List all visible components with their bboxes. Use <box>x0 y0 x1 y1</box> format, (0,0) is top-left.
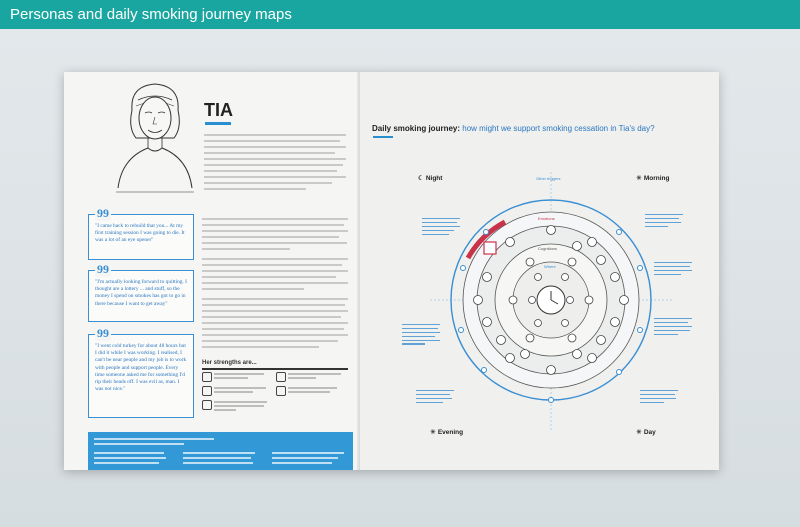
phase-evening-label: ☀ Evening <box>430 429 464 436</box>
journey-title: Daily smoking journey: how might we support smoking cessation in Tia's day? <box>372 124 655 133</box>
strength-icon <box>202 400 212 410</box>
persona-story <box>202 218 348 352</box>
ring-label-outer: Other triggers <box>536 176 561 181</box>
strengths-section <box>202 360 348 420</box>
page-title: Personas and daily smoking journey maps <box>10 6 292 23</box>
journey-page <box>360 72 719 470</box>
strength-item <box>276 372 344 386</box>
journey-note <box>640 390 678 406</box>
quote-icon: 99 <box>97 262 109 276</box>
moon-icon: ☾ <box>418 175 424 182</box>
journey-note <box>416 390 454 406</box>
booklet-spread <box>64 72 719 470</box>
persona-name: TIA <box>204 100 233 120</box>
ring-label-inner: Cognitions <box>538 246 557 251</box>
quote-text: "I went cold turkey for about 48 hours but I did it while I was working. I realised, I can't be near people and my job is to work with people and support people. Every time someone asked me for something I'd rip their heads off. I was evil as, man. I was not nice." <box>95 343 187 393</box>
phase-day-label: ☀ Day <box>636 429 656 436</box>
journey-note <box>422 218 460 237</box>
footer-callout <box>88 432 353 470</box>
quote-card <box>88 206 194 260</box>
persona-bio <box>204 134 346 194</box>
quote-text: "I'm actually looking forward to quitting. I thought are a lottery ... and stuff, so the money I spend on smokes has got to go in there because I want to get away" <box>95 279 187 307</box>
persona-portrait <box>112 80 198 196</box>
sun-icon: ☀ <box>636 429 642 436</box>
ring-label-middle: Emotions <box>538 216 555 221</box>
sunrise-icon: ☀ <box>636 175 642 182</box>
strength-icon <box>276 372 286 382</box>
quote-icon: 99 <box>97 326 109 340</box>
strengths-heading: Her strengths are... <box>202 360 257 366</box>
strength-item <box>202 386 270 400</box>
persona-page <box>64 72 359 470</box>
journey-note <box>402 324 440 347</box>
journey-note <box>654 318 692 337</box>
quote-icon: 99 <box>97 206 109 220</box>
strength-item <box>276 386 344 400</box>
journey-note <box>645 214 683 230</box>
ring-label-core: Where <box>544 264 556 269</box>
quote-text: "I came back to rebuild that you... At my first training session I was going to die. It was a lot of an eye opener" <box>95 223 185 244</box>
strength-item <box>202 372 270 386</box>
name-underline <box>205 122 231 125</box>
quote-card <box>88 262 194 322</box>
quote-card <box>88 326 194 418</box>
strength-icon <box>202 372 212 382</box>
strength-item <box>202 400 270 414</box>
strength-icon <box>276 386 286 396</box>
header-bar <box>0 0 800 29</box>
sunset-icon: ☀ <box>430 429 436 436</box>
phase-night-label: ☾ Night <box>418 175 443 182</box>
strength-icon <box>202 386 212 396</box>
journey-note <box>654 262 692 278</box>
phase-morning-label: ☀ Morning <box>636 175 670 182</box>
home-icon <box>484 242 496 254</box>
